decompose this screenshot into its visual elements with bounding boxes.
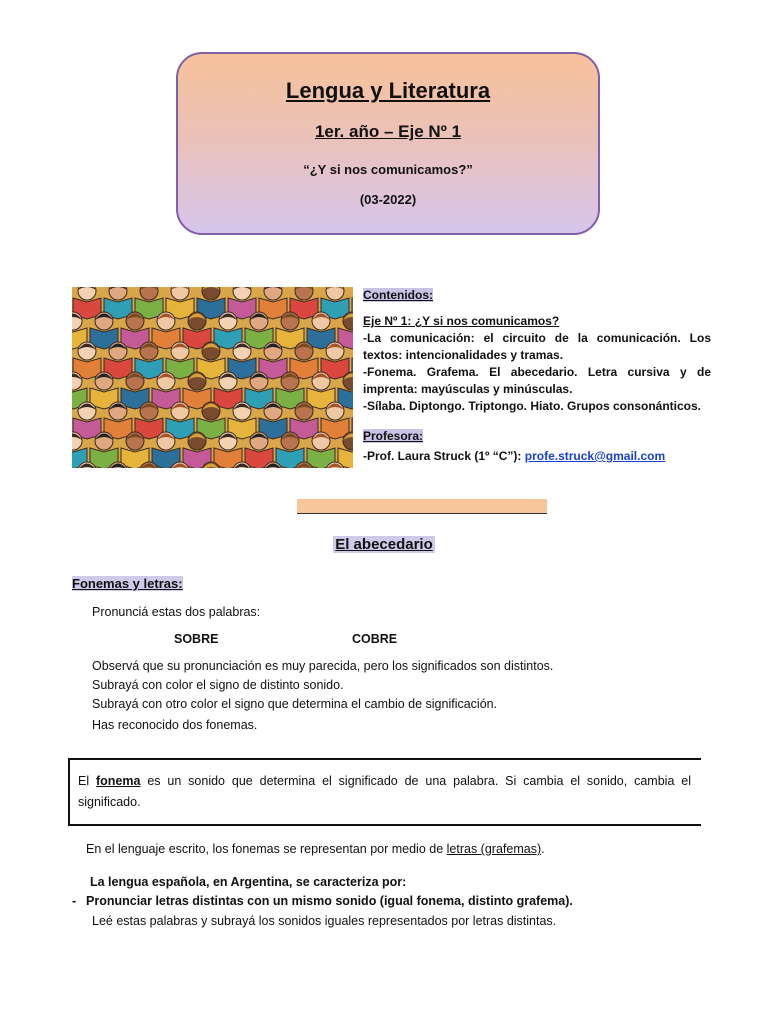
- observation-line: Subrayá con color el signo de distinto sonido.: [92, 678, 344, 692]
- spanish-intro: La lengua española, en Argentina, se caracteriza por:: [90, 875, 407, 889]
- section-divider: [297, 499, 547, 514]
- teacher-line: [363, 448, 711, 465]
- children-reading-books-image: [72, 287, 353, 468]
- observation-line: Has reconocido dos fonemas.: [92, 718, 258, 732]
- bullet-text: Pronunciar letras distintas con un mismo sonido (igual fonema, distinto grafema).: [86, 894, 573, 908]
- child-face: [109, 287, 127, 300]
- written-term: letras (grafemas): [446, 842, 542, 856]
- written-text: En el lenguaje escrito, los fonemas se representan por medio de: [86, 842, 447, 856]
- definition-text: es un sonido que determina el significado de una palabra. Si cambia el sonido, cambia el significado.: [78, 774, 691, 809]
- child-face: [78, 287, 96, 300]
- observation-line: Observá que su pronunciación es muy parecida, pero los significados son distintos.: [92, 659, 554, 673]
- definition-term: fonema: [96, 774, 141, 788]
- section-title-wrap: [0, 536, 768, 554]
- illustration-drawing: [72, 287, 353, 468]
- unit-question: “¿Y si nos comunicamos?”: [303, 162, 473, 177]
- child-face: [264, 287, 282, 300]
- page-title: Lengua y Literatura: [285, 78, 491, 103]
- definition-box: [68, 758, 701, 826]
- page-subtitle: 1er. año – Eje Nº 1: [314, 122, 462, 141]
- teacher-label: Profesora:: [363, 429, 424, 443]
- content-item: -La comunicación: el circuito de la comunicación. Los textos: intencionalidades y tramas.: [363, 331, 711, 362]
- example-word-1: SOBRE: [174, 632, 219, 646]
- definition-prefix: El: [78, 774, 96, 788]
- subheading: Fonemas y letras:: [72, 576, 183, 591]
- child-face: [326, 287, 344, 300]
- teacher-email-link[interactable]: profe.struck@gmail.com: [524, 449, 666, 463]
- content-item: -Fonema. Grafema. El abecedario. Letra cursiva y de imprenta: mayúsculas y minúsculas.: [363, 365, 711, 396]
- contents-panel: [363, 287, 711, 465]
- child-face: [202, 287, 220, 300]
- written-end: .: [541, 842, 545, 856]
- child-face: [171, 287, 189, 300]
- header-box: [176, 52, 600, 235]
- document-date: (03-2022): [359, 192, 417, 207]
- child-face: [233, 287, 251, 300]
- contents-label: Contenidos:: [363, 288, 433, 302]
- bullet-dash: -: [72, 894, 77, 908]
- final-instruction: Leé estas palabras y subrayá los sonidos iguales representados por letras distintas.: [92, 914, 557, 928]
- example-word-2: COBRE: [352, 632, 398, 646]
- child-face: [140, 287, 158, 300]
- axis-title: Eje Nº 1: ¿Y si nos comunicamos?: [363, 314, 560, 328]
- written-language-line: [86, 840, 545, 859]
- teacher-name: -Prof. Laura Struck (1º “C”):: [363, 449, 525, 463]
- child-face: [295, 287, 313, 300]
- content-item: -Sílaba. Diptongo. Triptongo. Hiato. Grupos consonánticos.: [363, 399, 701, 413]
- observation-line: Subrayá con otro color el signo que determina el cambio de significación.: [92, 697, 498, 711]
- instruction-text: Pronunciá estas dos palabras:: [92, 605, 261, 619]
- section-title: El abecedario: [335, 536, 433, 553]
